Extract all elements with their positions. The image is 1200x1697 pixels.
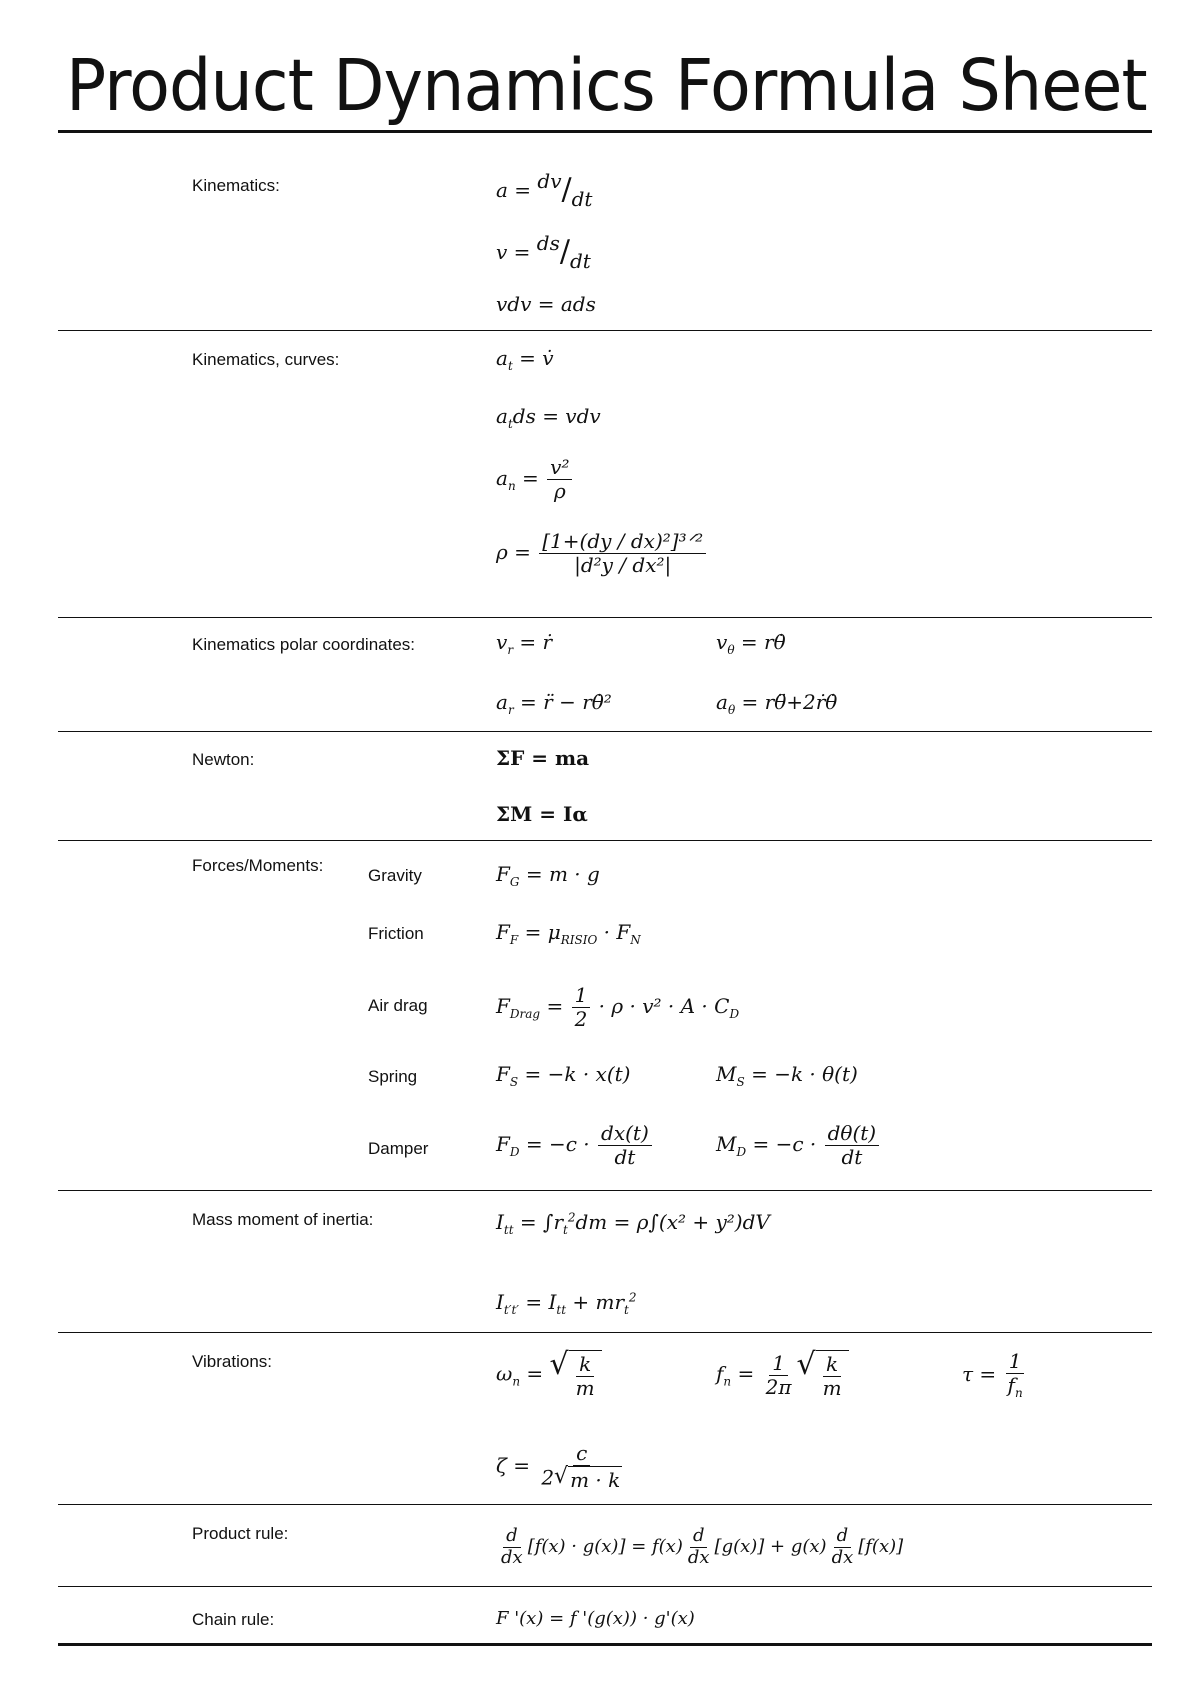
section-label-inertia: Mass moment of inertia:	[192, 1210, 374, 1229]
formula-damper-force: $F_D = -c$ · $\frac{dx(t)}{dt}$	[496, 1122, 654, 1169]
section-label-product-rule: Product rule:	[192, 1524, 289, 1543]
formula-airdrag: $F_{Drag}$ = $\frac{1}{2}$ · $\rho \cdot v^2 \cdot A \cdot C_D$	[496, 983, 740, 1031]
page-title: Product Dynamics Formula Sheet	[66, 44, 1147, 127]
force-label-spring: Spring	[368, 1067, 418, 1086]
divider	[58, 731, 1152, 732]
formula-atheta: $a_\theta$ = rθ̈+2ṙθ̇	[716, 690, 838, 717]
force-label-friction: Friction	[368, 924, 424, 943]
formula-newton-moment: ΣM = Iα	[496, 802, 588, 826]
formula-velocity: v = ds/dt	[496, 231, 591, 273]
section-label-kinematics: Kinematics:	[192, 176, 280, 195]
divider	[58, 1586, 1152, 1587]
formula-period: τ = $\frac{1}{f_n}$	[962, 1349, 1023, 1400]
formula-normal-acc: $a_n$ = $\frac{\text{v²}}{\rho}$	[496, 456, 574, 503]
formula-chain-rule: F '(x) = f '(g(x)) · g'(x)	[496, 1608, 695, 1629]
divider	[58, 1504, 1152, 1505]
formula-damping-ratio: ζ = c 2 √ m · k	[496, 1441, 621, 1492]
formula-vdv: vdv = ads	[496, 292, 596, 316]
section-label-newton: Newton:	[192, 750, 255, 769]
divider	[58, 1643, 1152, 1646]
force-label-airdrag: Air drag	[368, 996, 428, 1015]
section-label-curves: Kinematics, curves:	[192, 350, 340, 369]
formula-damper-moment: $M_D = -c$ · $\frac{d\theta(t)}{dt}$	[716, 1122, 881, 1169]
formula-spring-moment: $M_S = -k \cdot \theta(t)$	[716, 1062, 858, 1089]
force-label-gravity: Gravity	[368, 866, 422, 885]
formula-frequency-hz: $f_n$ = $\frac{1}{2\pi}$ √ $\frac{k}{m}$	[716, 1350, 849, 1400]
formula-natural-frequency: $\omega_n$ = √ $\frac{k}{m}$	[496, 1350, 602, 1400]
divider	[58, 130, 1152, 133]
section-label-polar: Kinematics polar coordinates:	[192, 635, 416, 654]
formula-tangential-ds: $a_tds$ = vdv	[496, 404, 601, 431]
divider	[58, 330, 1152, 331]
formula-inertia-integral: $I_{tt} = \int r_t^2dm = \rho\int(x^2 + y^2)dV$	[496, 1210, 770, 1237]
formula-acceleration: a = dv/dt	[496, 169, 593, 211]
section-label-forces: Forces/Moments:	[192, 856, 324, 875]
divider	[58, 1332, 1152, 1333]
formula-product-rule: $\frac{d}{dx}$ [f(x) · g(x)] = f(x) $\frac{d}{dx}$ [g(x)] + g(x) $\frac{d}{dx}$ [f(x)]	[501, 1525, 904, 1568]
divider	[58, 1190, 1152, 1191]
formula-parallel-axis: $I_{t't'} = I_{tt} + mr_t^2$	[496, 1290, 637, 1317]
section-label-chain-rule: Chain rule:	[192, 1610, 275, 1629]
divider	[58, 617, 1152, 618]
formula-vr: $v_r$ = ṙ	[496, 630, 553, 657]
formula-tangential-acc: $a_t$ = v̇	[496, 346, 554, 373]
divider	[58, 840, 1152, 841]
formula-gravity: $F_G = m \cdot g$	[496, 862, 600, 889]
formula-friction: $F_F = \mu_{RISIO} \cdot F_N$	[496, 920, 641, 947]
formula-radius-curvature: ρ = $\frac{\text{[1+(dy / dx)²]³ᐟ²}}{\text{|d²y / dx²|}}$	[496, 530, 708, 577]
formula-spring-force: $F_S = -k \cdot x(t)$	[496, 1062, 631, 1089]
force-label-damper: Damper	[368, 1139, 429, 1158]
formula-vtheta: $v_\theta$ = rθ̇	[716, 630, 786, 657]
section-label-vibrations: Vibrations:	[192, 1352, 273, 1371]
formula-ar: $a_r$ = r̈ − rθ̇²	[496, 690, 612, 717]
formula-newton-force: ΣF = ma	[496, 746, 590, 770]
